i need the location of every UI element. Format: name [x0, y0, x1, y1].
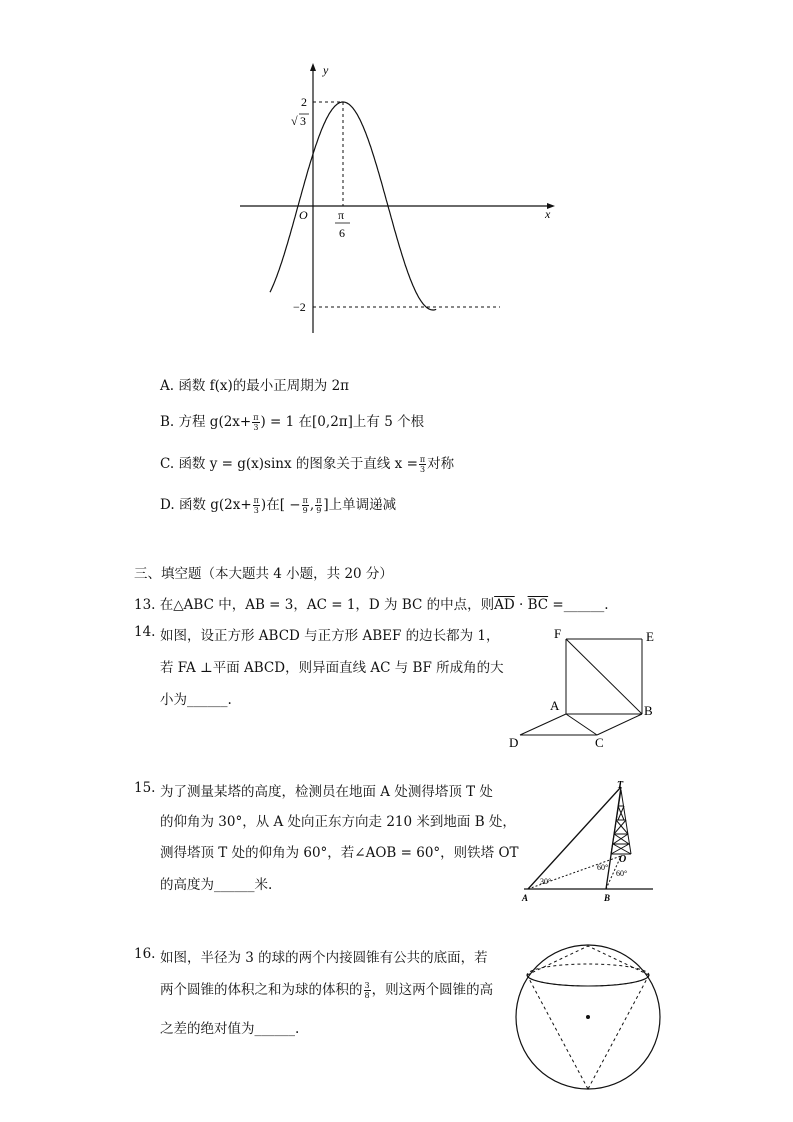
q13-vector-bc: $\overline{BC}$ [527, 597, 549, 613]
label-a: A [550, 698, 560, 713]
q16-line-1: 如图，半径为 3 的球的两个内接圆锥有公共的底面，若 [160, 950, 488, 966]
q13-vector-ad: $\overline{AD}$ [494, 597, 515, 613]
x-tick-den: 6 [339, 226, 345, 240]
option-a-letter: A. [160, 378, 175, 394]
option-a [160, 374, 349, 394]
q15-line-3: 测得塔顶 T 处的仰角为 60°，若∠AOB = 60°，则铁塔 OT [160, 845, 519, 861]
angle-60a: 60° [597, 863, 609, 872]
base-ellipse-front [527, 975, 649, 986]
option-d: D. 函数 g(2x+ $\frac{\pi}{3}$ )在[ − $\frac{\pi}{9}$ , $\frac{\pi}{9}$ ]上单调递减 [160, 496, 397, 515]
x-axis-label: x [545, 207, 551, 221]
option-d-mid: )在[ − [260, 497, 301, 513]
q15-figure [518, 776, 663, 908]
option-b [160, 410, 424, 432]
q14-line-2: 若 FA ⊥平面 ABCD，则异面直线 AC 与 BF 所成角的大 [160, 660, 504, 676]
option-b-frac: $\frac{\pi}{3}$ [253, 413, 259, 432]
sphere-center-dot [586, 1015, 590, 1019]
option-d-pre: 函数 g(2x+ [178, 497, 252, 513]
y-axis-label: y [323, 63, 329, 77]
option-c-frac: $\frac{\pi}{3}$ [419, 455, 426, 474]
label-a15: A [522, 893, 529, 903]
label-t: T [617, 780, 624, 791]
option-d-post: ]上单调递减 [323, 497, 397, 513]
sine-graph [235, 55, 565, 345]
label-f: F [554, 626, 562, 641]
label-c: C [595, 735, 604, 750]
angle-30: 30° [540, 877, 552, 886]
option-c [160, 452, 454, 474]
y-max-label: 2 [301, 95, 307, 109]
q15-number: 15. [134, 780, 156, 796]
label-o: O [619, 854, 627, 865]
question-13: 13. 在△ABC 中，AB = 3，AC = 1，D 为 BC 的中点，则$\overline{AD} \cdot \overline{BC}$ =______. [134, 597, 609, 613]
q16-frac: $\frac{3}{8}$ [364, 981, 370, 1000]
q14-figure [505, 622, 665, 752]
option-d-letter: D. [160, 497, 175, 513]
q16-line-3: 之差的绝对值为______. [160, 1021, 300, 1037]
q13-blank: =______. [548, 597, 609, 613]
q13-number: 13. [134, 597, 156, 613]
sqrt-sign: √ [291, 114, 298, 128]
option-c-post: 对称 [427, 456, 455, 472]
y-sqrt3-label: 3 [300, 114, 306, 128]
q15-line-1: 为了测量某塔的高度，检测员在地面 A 处测得塔顶 T 处 [160, 784, 493, 800]
option-a-text: 函数 f(x)的最小正周期为 2π [178, 378, 350, 394]
q14-number: 14. [134, 624, 156, 640]
label-b15: B [604, 893, 611, 903]
q14-line-1: 如图，设正方形 ABCD 与正方形 ABEF 的边长都为 1， [160, 628, 500, 644]
y-axis-arrow [310, 63, 316, 71]
label-b: B [644, 703, 653, 718]
q16-line-2: 两个圆锥的体积之和为球的体积的 $\frac{3}{8}$ ，则这两个圆锥的高 [160, 981, 494, 1000]
label-e: E [646, 629, 654, 644]
q13-text: 在△ABC 中，AB = 3，AC = 1，D 为 BC 的中点，则 [159, 597, 495, 613]
origin-label: O [299, 208, 308, 222]
option-c-pre: 函数 y = g(x)sinx 的图象关于直线 x = [178, 456, 418, 472]
q16-figure [513, 937, 663, 1092]
option-c-letter: C. [160, 456, 175, 472]
q15-line-4: 的高度为______米. [160, 877, 273, 893]
q16-number: 16. [134, 946, 156, 962]
q14-line-3: 小为______. [160, 692, 232, 708]
angle-60b: 60° [616, 869, 628, 878]
q15-line-2: 的仰角为 30°，从 A 处向正东方向走 210 米到地面 B 处， [160, 814, 516, 830]
y-min-label: −2 [293, 300, 306, 314]
label-d: D [509, 735, 519, 750]
x-tick-num: π [338, 208, 345, 222]
section-heading: 三、填空题（本大题共 4 小题，共 20 分） [134, 566, 393, 582]
option-b-post: ) = 1 在[0,2π]上有 5 个根 [260, 414, 425, 430]
option-b-pre: 方程 g(2x+ [178, 414, 252, 430]
option-b-letter: B. [160, 414, 175, 430]
